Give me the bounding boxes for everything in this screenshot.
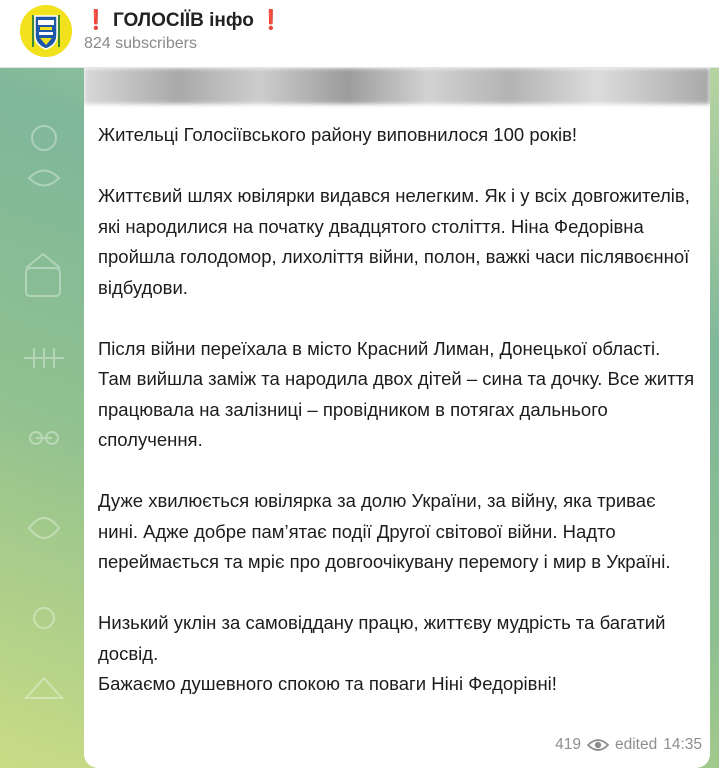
exclamation-icon: ❗: [259, 10, 283, 31]
post-text: [98, 120, 698, 700]
subscriber-count: 824 subscribers: [84, 35, 197, 52]
blurred-media-preview[interactable]: [84, 68, 710, 104]
edited-label: edited: [614, 736, 658, 753]
view-count: 419: [555, 736, 581, 753]
post-time: 14:35: [663, 736, 702, 753]
post-meta: [555, 736, 702, 754]
closing-line: Бажаємо душевного спокою та поваги Ніні Федорівні!: [98, 673, 557, 694]
exclamation-icon: ❗: [84, 10, 108, 31]
post-paragraph: Жительці Голосіївського району виповнилося 100 років!: [98, 124, 578, 145]
channel-post[interactable]: [84, 68, 710, 768]
post-paragraph: [98, 608, 698, 700]
background-doodles-icon: [14, 108, 74, 728]
channel-title[interactable]: [84, 9, 283, 33]
post-paragraph: Дуже хвилюється ювілярка за долю України, за війну, яка триває нині. Адже добре пам’ятає події Другої світової війни. Надто переймається та мріє про довгоочікувану перемогу і мир в Україні.: [98, 490, 671, 572]
channel-header[interactable]: [0, 0, 719, 68]
post-paragraph: Після війни переїхала в місто Красний Лиман, Донецької області. Там вийшла заміж та народила двох дітей – сина та дочку. Все життя працювала на залізниці – провідником в потягах дальнього сполучення.: [98, 337, 695, 450]
closing-line: Низький уклін за самовіддану працю, життєву мудрість та багатий досвід.: [98, 612, 666, 664]
channel-name: ГОЛОСІЇВ інфо: [112, 10, 254, 31]
channel-avatar[interactable]: [20, 5, 72, 57]
coat-of-arms-icon: [20, 5, 72, 57]
eye-icon: [587, 738, 609, 752]
post-paragraph: Життєвий шлях ювілярки видався нелегким. Як і у всіх довгожителів, які народилися на початку двадцятого століття. Ніна Федорівна пройшла голодомор, лихоліття війни, полон, важкі часи післявоєнної відбудови.: [98, 185, 690, 298]
